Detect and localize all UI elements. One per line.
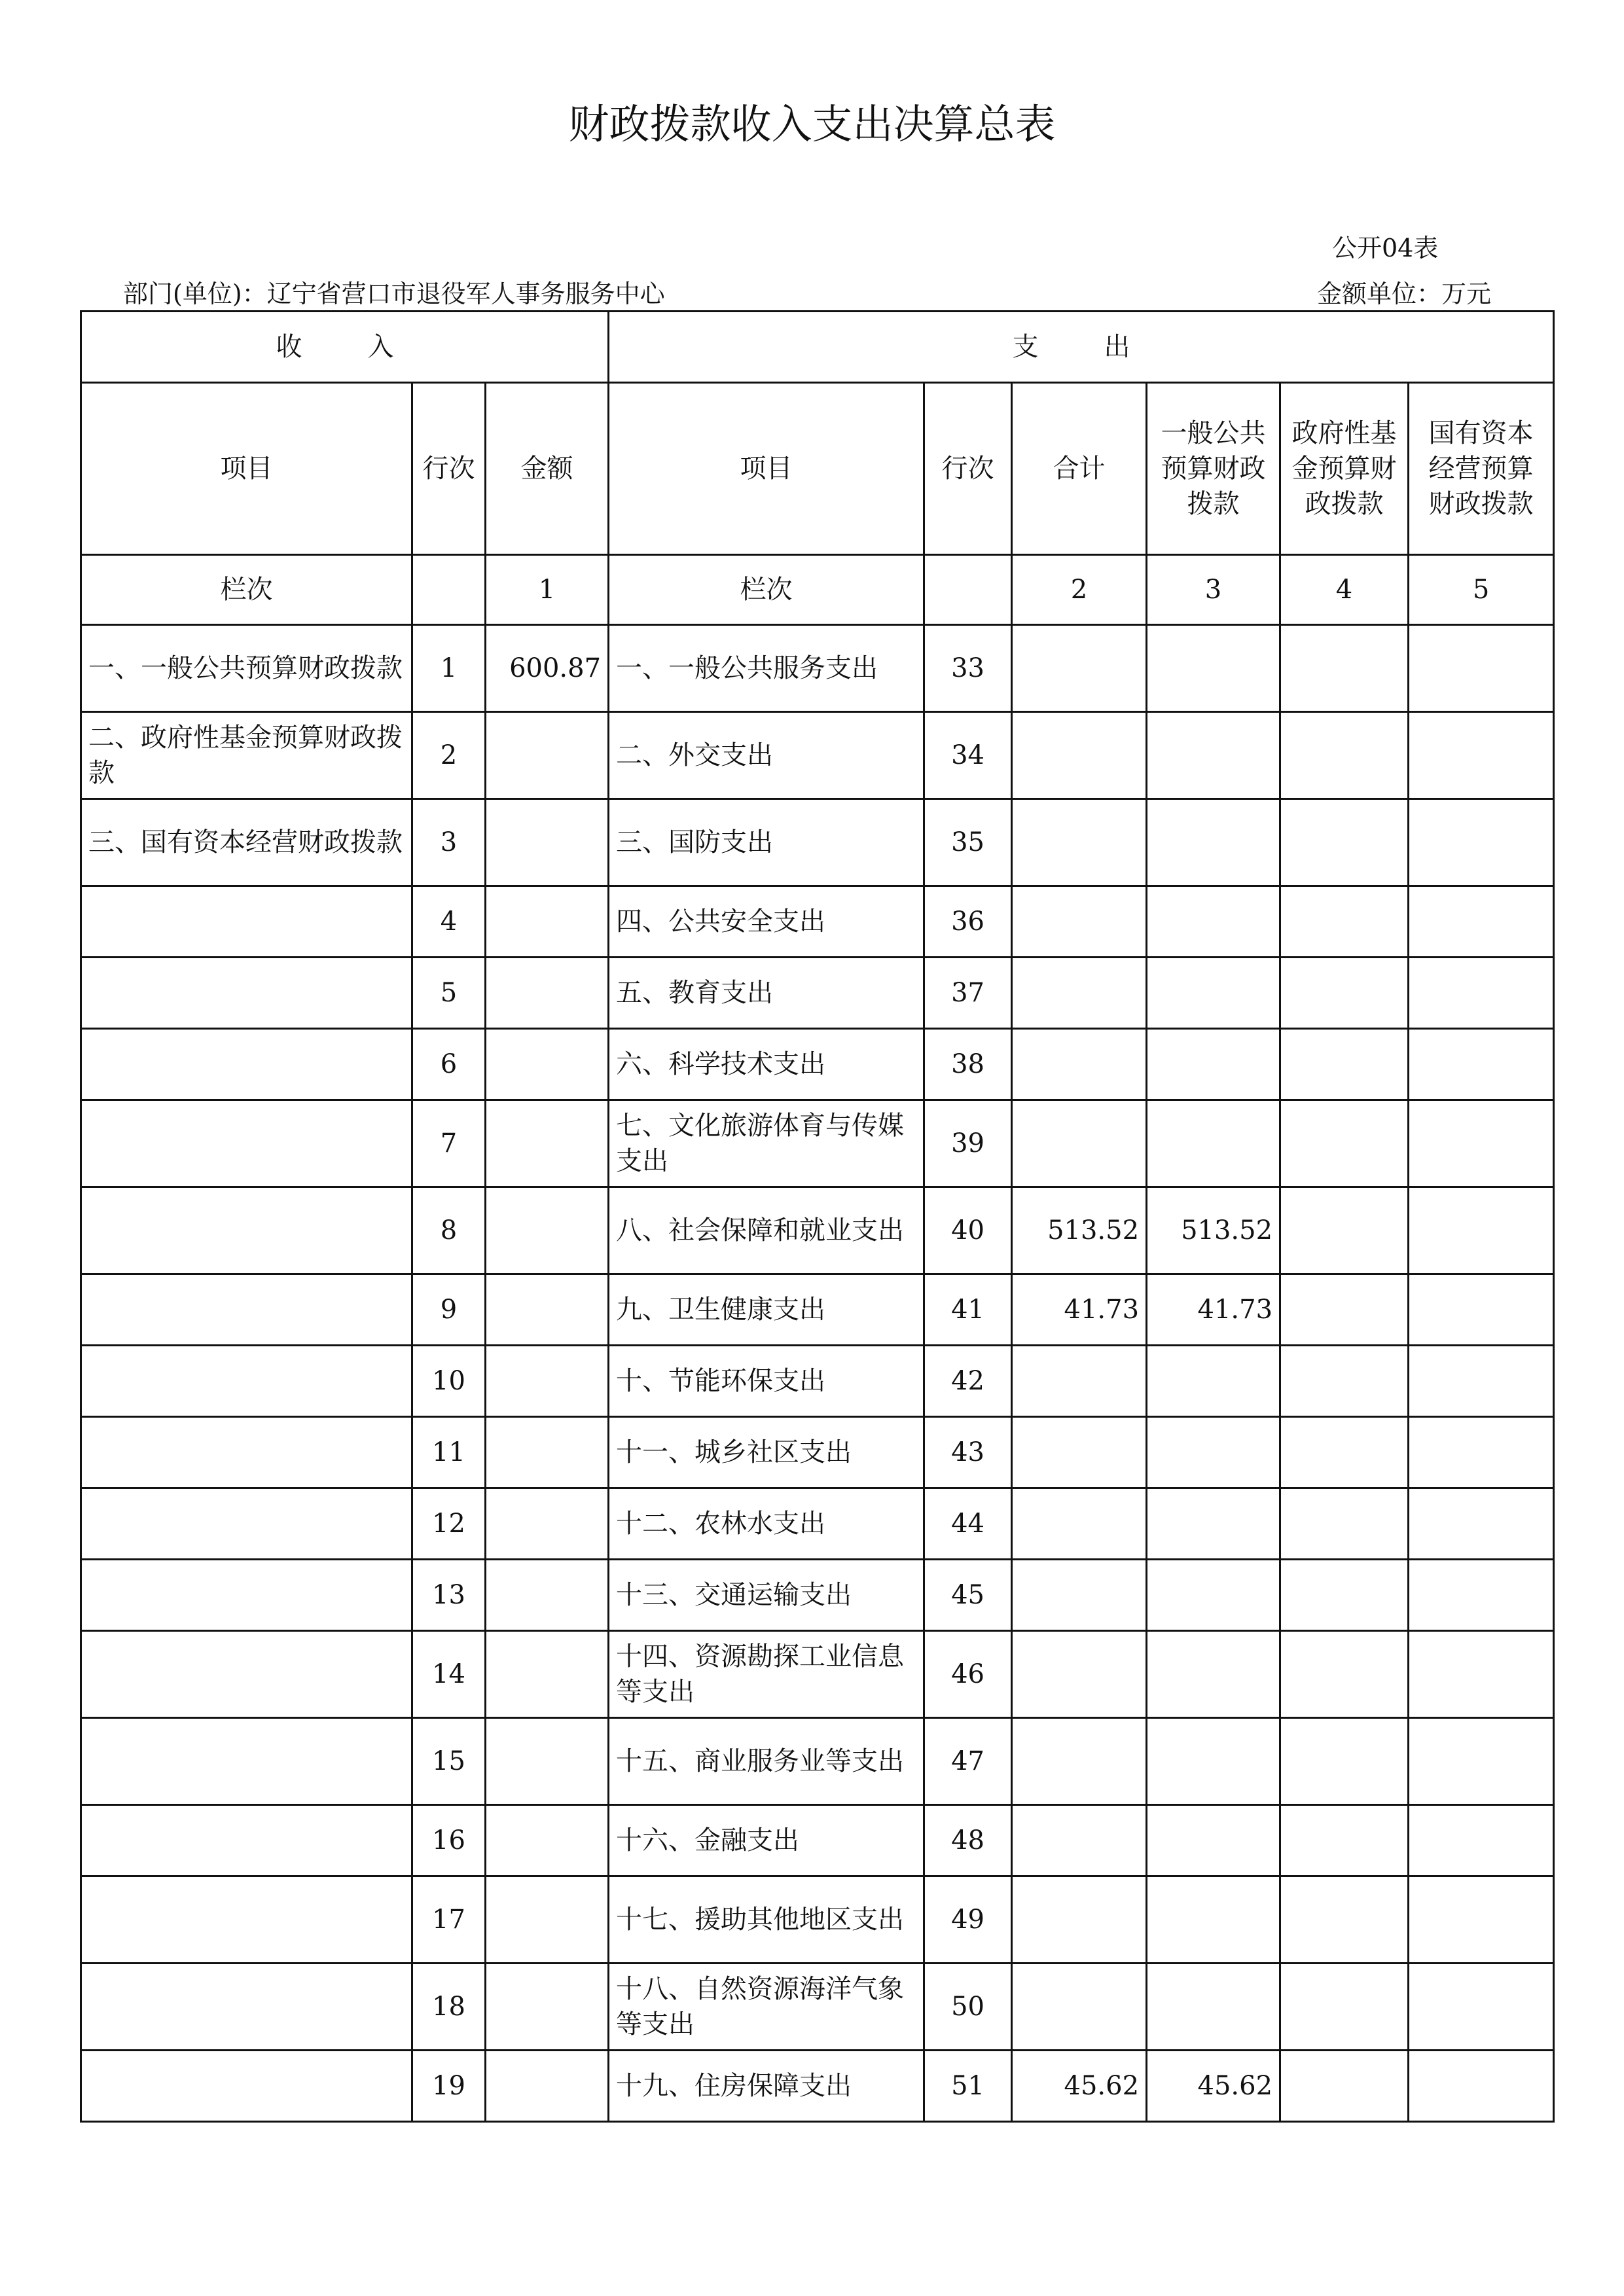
- income-item-cell: 一、一般公共预算财政拨款: [81, 625, 412, 712]
- expense-item-cell: 八、社会保障和就业支出: [609, 1187, 924, 1274]
- income-amount-cell: [486, 1187, 609, 1274]
- state-capital-cell: [1409, 799, 1554, 886]
- general-budget-cell: [1147, 1876, 1280, 1964]
- state-capital-cell: [1409, 1187, 1554, 1274]
- form-number: 公开04表: [1332, 234, 1439, 262]
- table-row: [81, 1100, 1554, 1187]
- income-row-cell: 16: [412, 1805, 486, 1876]
- income-item-cell: [81, 1876, 412, 1964]
- income-row-cell: 12: [412, 1488, 486, 1560]
- header-income-amount: 金额: [486, 383, 609, 555]
- expense-item-cell: 十五、商业服务业等支出: [609, 1718, 924, 1805]
- total-cell: 513.52: [1012, 1187, 1147, 1274]
- general-budget-cell: [1147, 1964, 1280, 2051]
- expense-row-cell: 36: [924, 886, 1012, 958]
- state-capital-cell: [1409, 1718, 1554, 1805]
- column-index-cell: [924, 555, 1012, 625]
- income-amount-cell: [486, 1560, 609, 1631]
- general-budget-cell: [1147, 1560, 1280, 1631]
- expense-item-cell: 十七、援助其他地区支出: [609, 1876, 924, 1964]
- general-budget-cell: [1147, 958, 1280, 1029]
- expense-row-cell: 42: [924, 1346, 1012, 1417]
- gov-fund-cell: [1280, 712, 1409, 799]
- gov-fund-cell: [1280, 1100, 1409, 1187]
- income-row-cell: 6: [412, 1029, 486, 1100]
- total-cell: [1012, 1805, 1147, 1876]
- gov-fund-cell: [1280, 625, 1409, 712]
- state-capital-cell: [1409, 1805, 1554, 1876]
- table-row: [81, 1876, 1554, 1964]
- department-label: 部门(单位)：辽宁省营口市退役军人事务服务中心: [123, 279, 665, 308]
- income-item-cell: [81, 1560, 412, 1631]
- expense-item-cell: 十四、资源勘探工业信息等支出: [609, 1631, 924, 1718]
- column-index-5: 5: [1409, 555, 1554, 625]
- column-index-3: 3: [1147, 555, 1280, 625]
- income-row-cell: 10: [412, 1346, 486, 1417]
- total-cell: [1012, 1488, 1147, 1560]
- income-item-cell: [81, 1718, 412, 1805]
- state-capital-cell: [1409, 1274, 1554, 1346]
- expense-row-cell: 39: [924, 1100, 1012, 1187]
- income-item-cell: [81, 1187, 412, 1274]
- expense-row-cell: 34: [924, 712, 1012, 799]
- expense-item-cell: 十三、交通运输支出: [609, 1560, 924, 1631]
- column-index-2: 2: [1012, 555, 1147, 625]
- income-row-cell: 14: [412, 1631, 486, 1718]
- expense-section-header: 支 出: [609, 312, 1554, 383]
- income-item-cell: [81, 1488, 412, 1560]
- income-row-cell: 18: [412, 1964, 486, 2051]
- column-header-row: [81, 383, 1554, 555]
- expense-row-cell: 33: [924, 625, 1012, 712]
- income-row-cell: 8: [412, 1187, 486, 1274]
- expense-item-cell: 十八、自然资源海洋气象等支出: [609, 1964, 924, 2051]
- column-index-4: 4: [1280, 555, 1409, 625]
- gov-fund-cell: [1280, 1718, 1409, 1805]
- table-row: [81, 1488, 1554, 1560]
- gov-fund-cell: [1280, 1274, 1409, 1346]
- gov-fund-cell: [1280, 958, 1409, 1029]
- state-capital-cell: [1409, 1029, 1554, 1100]
- total-cell: 45.62: [1012, 2051, 1147, 2122]
- gov-fund-cell: [1280, 799, 1409, 886]
- header-general-budget: 一般公共预算财政拨款: [1147, 383, 1280, 555]
- total-cell: [1012, 799, 1147, 886]
- general-budget-cell: [1147, 799, 1280, 886]
- expense-row-cell: 40: [924, 1187, 1012, 1274]
- gov-fund-cell: [1280, 1488, 1409, 1560]
- expense-item-cell: 七、文化旅游体育与传媒支出: [609, 1100, 924, 1187]
- table-row: [81, 712, 1554, 799]
- expense-row-cell: 44: [924, 1488, 1012, 1560]
- general-budget-cell: [1147, 1718, 1280, 1805]
- amount-unit-label: 金额单位：万元: [1317, 279, 1492, 308]
- table-row: [81, 625, 1554, 712]
- expense-item-cell: 二、外交支出: [609, 712, 924, 799]
- income-row-cell: 7: [412, 1100, 486, 1187]
- income-amount-cell: [486, 2051, 609, 2122]
- expense-row-cell: 49: [924, 1876, 1012, 1964]
- gov-fund-cell: [1280, 1805, 1409, 1876]
- state-capital-cell: [1409, 625, 1554, 712]
- table-row: [81, 1560, 1554, 1631]
- state-capital-cell: [1409, 1560, 1554, 1631]
- total-cell: [1012, 1631, 1147, 1718]
- income-amount-cell: [486, 712, 609, 799]
- general-budget-cell: [1147, 1417, 1280, 1488]
- state-capital-cell: [1409, 1417, 1554, 1488]
- income-amount-cell: [486, 958, 609, 1029]
- income-row-cell: 13: [412, 1560, 486, 1631]
- expense-item-cell: 十、节能环保支出: [609, 1346, 924, 1417]
- expense-row-cell: 45: [924, 1560, 1012, 1631]
- income-amount-cell: [486, 1631, 609, 1718]
- total-cell: [1012, 1876, 1147, 1964]
- table-row: [81, 1187, 1554, 1274]
- gov-fund-cell: [1280, 886, 1409, 958]
- expense-row-cell: 48: [924, 1805, 1012, 1876]
- income-amount-cell: [486, 1274, 609, 1346]
- expense-item-cell: 四、公共安全支出: [609, 886, 924, 958]
- income-item-cell: [81, 1274, 412, 1346]
- income-amount-cell: [486, 886, 609, 958]
- income-item-cell: 二、政府性基金预算财政拨款: [81, 712, 412, 799]
- income-section-header: 收 入: [81, 312, 609, 383]
- header-income-row: 行次: [412, 383, 486, 555]
- income-amount-cell: [486, 1876, 609, 1964]
- column-index-label: 栏次: [609, 555, 924, 625]
- expense-row-cell: 50: [924, 1964, 1012, 2051]
- header-expense-item: 项目: [609, 383, 924, 555]
- state-capital-cell: [1409, 1100, 1554, 1187]
- income-row-cell: 3: [412, 799, 486, 886]
- section-header-row: [81, 312, 1554, 383]
- income-row-cell: 9: [412, 1274, 486, 1346]
- total-cell: [1012, 1100, 1147, 1187]
- income-amount-cell: [486, 1100, 609, 1187]
- general-budget-cell: [1147, 1805, 1280, 1876]
- total-cell: [1012, 1964, 1147, 2051]
- income-item-cell: [81, 1417, 412, 1488]
- gov-fund-cell: [1280, 1029, 1409, 1100]
- expense-row-cell: 37: [924, 958, 1012, 1029]
- total-cell: [1012, 1029, 1147, 1100]
- state-capital-cell: [1409, 712, 1554, 799]
- gov-fund-cell: [1280, 2051, 1409, 2122]
- income-row-cell: 5: [412, 958, 486, 1029]
- gov-fund-cell: [1280, 1876, 1409, 1964]
- state-capital-cell: [1409, 1964, 1554, 2051]
- income-amount-cell: [486, 1488, 609, 1560]
- income-amount-cell: [486, 1417, 609, 1488]
- general-budget-cell: 41.73: [1147, 1274, 1280, 1346]
- total-cell: [1012, 958, 1147, 1029]
- gov-fund-cell: [1280, 1631, 1409, 1718]
- general-budget-cell: 45.62: [1147, 2051, 1280, 2122]
- total-cell: [1012, 1718, 1147, 1805]
- column-index-cell: [412, 555, 486, 625]
- income-item-cell: [81, 2051, 412, 2122]
- state-capital-cell: [1409, 1346, 1554, 1417]
- table-row: [81, 958, 1554, 1029]
- expense-item-cell: 九、卫生健康支出: [609, 1274, 924, 1346]
- column-index-row: [81, 555, 1554, 625]
- expense-item-cell: 十九、住房保障支出: [609, 2051, 924, 2122]
- table-row: [81, 1631, 1554, 1718]
- table-row: [81, 1346, 1554, 1417]
- income-amount-cell: [486, 799, 609, 886]
- gov-fund-cell: [1280, 1417, 1409, 1488]
- table-row: [81, 799, 1554, 886]
- page-title: 财政拨款收入支出决算总表: [568, 100, 1056, 148]
- column-index-label: 栏次: [81, 555, 412, 625]
- total-cell: 41.73: [1012, 1274, 1147, 1346]
- total-cell: [1012, 1417, 1147, 1488]
- header-expense-row: 行次: [924, 383, 1012, 555]
- general-budget-cell: 513.52: [1147, 1187, 1280, 1274]
- general-budget-cell: [1147, 1488, 1280, 1560]
- income-item-cell: [81, 886, 412, 958]
- general-budget-cell: [1147, 1631, 1280, 1718]
- income-item-cell: [81, 1100, 412, 1187]
- income-amount-cell: [486, 1346, 609, 1417]
- table-row: [81, 1718, 1554, 1805]
- table-row: [81, 1805, 1554, 1876]
- income-amount-cell: [486, 1805, 609, 1876]
- expense-row-cell: 41: [924, 1274, 1012, 1346]
- expense-item-cell: 六、科学技术支出: [609, 1029, 924, 1100]
- total-cell: [1012, 1560, 1147, 1631]
- income-amount-cell: [486, 1964, 609, 2051]
- general-budget-cell: [1147, 1346, 1280, 1417]
- budget-table: [80, 310, 1555, 2123]
- expense-row-cell: 43: [924, 1417, 1012, 1488]
- state-capital-cell: [1409, 1876, 1554, 1964]
- general-budget-cell: [1147, 1100, 1280, 1187]
- total-cell: [1012, 712, 1147, 799]
- expense-row-cell: 51: [924, 2051, 1012, 2122]
- gov-fund-cell: [1280, 1346, 1409, 1417]
- table-row: [81, 1274, 1554, 1346]
- income-row-cell: 11: [412, 1417, 486, 1488]
- expense-item-cell: 十一、城乡社区支出: [609, 1417, 924, 1488]
- income-row-cell: 2: [412, 712, 486, 799]
- income-item-cell: 三、国有资本经营财政拨款: [81, 799, 412, 886]
- expense-item-cell: 十六、金融支出: [609, 1805, 924, 1876]
- expense-row-cell: 35: [924, 799, 1012, 886]
- table-row: [81, 1964, 1554, 2051]
- total-cell: [1012, 1346, 1147, 1417]
- income-item-cell: [81, 1631, 412, 1718]
- income-amount-cell: 600.87: [486, 625, 609, 712]
- header-income-item: 项目: [81, 383, 412, 555]
- income-amount-cell: [486, 1029, 609, 1100]
- column-index-1: 1: [486, 555, 609, 625]
- table-row: [81, 1417, 1554, 1488]
- header-state-capital: 国有资本经营预算财政拨款: [1409, 383, 1554, 555]
- state-capital-cell: [1409, 958, 1554, 1029]
- income-item-cell: [81, 1805, 412, 1876]
- gov-fund-cell: [1280, 1187, 1409, 1274]
- state-capital-cell: [1409, 1631, 1554, 1718]
- state-capital-cell: [1409, 2051, 1554, 2122]
- expense-item-cell: 一、一般公共服务支出: [609, 625, 924, 712]
- general-budget-cell: [1147, 625, 1280, 712]
- expense-item-cell: 三、国防支出: [609, 799, 924, 886]
- table-row: [81, 886, 1554, 958]
- expense-item-cell: 十二、农林水支出: [609, 1488, 924, 1560]
- expense-row-cell: 47: [924, 1718, 1012, 1805]
- state-capital-cell: [1409, 1488, 1554, 1560]
- gov-fund-cell: [1280, 1560, 1409, 1631]
- income-row-cell: 4: [412, 886, 486, 958]
- gov-fund-cell: [1280, 1964, 1409, 2051]
- table-row: [81, 1029, 1554, 1100]
- general-budget-cell: [1147, 886, 1280, 958]
- expense-row-cell: 38: [924, 1029, 1012, 1100]
- total-cell: [1012, 886, 1147, 958]
- income-item-cell: [81, 1029, 412, 1100]
- general-budget-cell: [1147, 712, 1280, 799]
- state-capital-cell: [1409, 886, 1554, 958]
- general-budget-cell: [1147, 1029, 1280, 1100]
- table-row: [81, 2051, 1554, 2122]
- income-row-cell: 19: [412, 2051, 486, 2122]
- income-row-cell: 1: [412, 625, 486, 712]
- income-row-cell: 17: [412, 1876, 486, 1964]
- income-item-cell: [81, 1964, 412, 2051]
- header-total: 合计: [1012, 383, 1147, 555]
- income-item-cell: [81, 958, 412, 1029]
- expense-item-cell: 五、教育支出: [609, 958, 924, 1029]
- income-row-cell: 15: [412, 1718, 486, 1805]
- header-gov-fund: 政府性基金预算财政拨款: [1280, 383, 1409, 555]
- income-amount-cell: [486, 1718, 609, 1805]
- total-cell: [1012, 625, 1147, 712]
- expense-row-cell: 46: [924, 1631, 1012, 1718]
- income-item-cell: [81, 1346, 412, 1417]
